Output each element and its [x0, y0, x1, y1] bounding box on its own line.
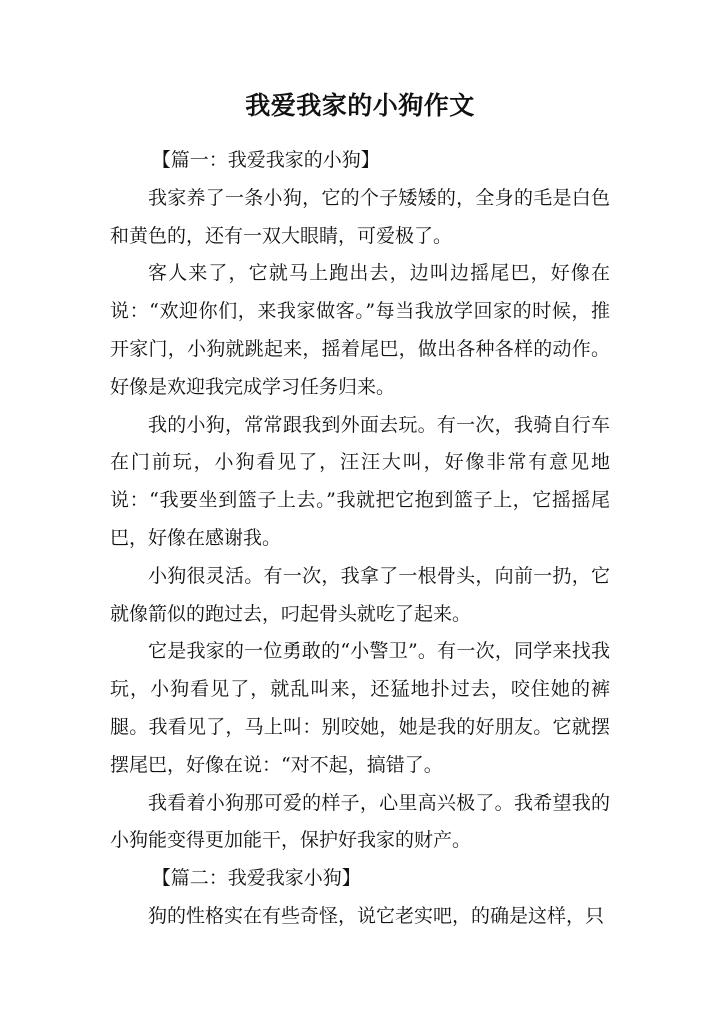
document-title: 我爱我家的小狗作文	[245, 91, 475, 120]
paragraph: 它是我家的一位勇敢的“小警卫”。有一次，同学来找我玩，小狗看见了，就乱叫来，还猛地扑过去，咬住她的裤腿。我看见了，马上叫：别咬她，她是我的好朋友。它就摆摆尾巴，好像在说：“对不起，搞错了。	[110, 640, 610, 776]
paragraph: 我看着小狗那可爱的样子，心里高兴极了。我希望我的小狗能变得更加能干，保护好我家的财产。	[110, 791, 610, 852]
paragraph: 客人来了，它就马上跑出去，边叫边摇尾巴，好像在说：“欢迎你们，来我家做客。”每当我放学回家的时候，推开家门，小狗就跳起来，摇着尾巴，做出各种各样的动作。好像是欢迎我完成学习任务归来。	[110, 262, 610, 398]
paragraph: 狗的性格实在有些奇怪，说它老实吧，的确是这样，只	[148, 904, 605, 927]
section-heading: 【篇二：我爱我家小狗】	[151, 867, 361, 890]
document-body	[110, 142, 610, 936]
paragraph: 我的小狗，常常跟我到外面去玩。有一次，我骑自行车在门前玩，小狗看见了，汪汪大叫，好像非常有意见地说：“我要坐到篮子上去。”我就把它抱到篮子上，它摇摇尾巴，好像在感谢我。	[110, 413, 610, 549]
section-heading: 【篇一：我爱我家的小狗】	[151, 149, 380, 171]
paragraph: 小狗很灵活。有一次，我拿了一根骨头，向前一扔，它就像箭似的跑过去，叼起骨头就吃了起来。	[110, 564, 610, 625]
paragraph: 我家养了一条小狗，它的个子矮矮的，全身的毛是白色和黄色的，还有一双大眼睛，可爱极了。	[110, 186, 610, 247]
